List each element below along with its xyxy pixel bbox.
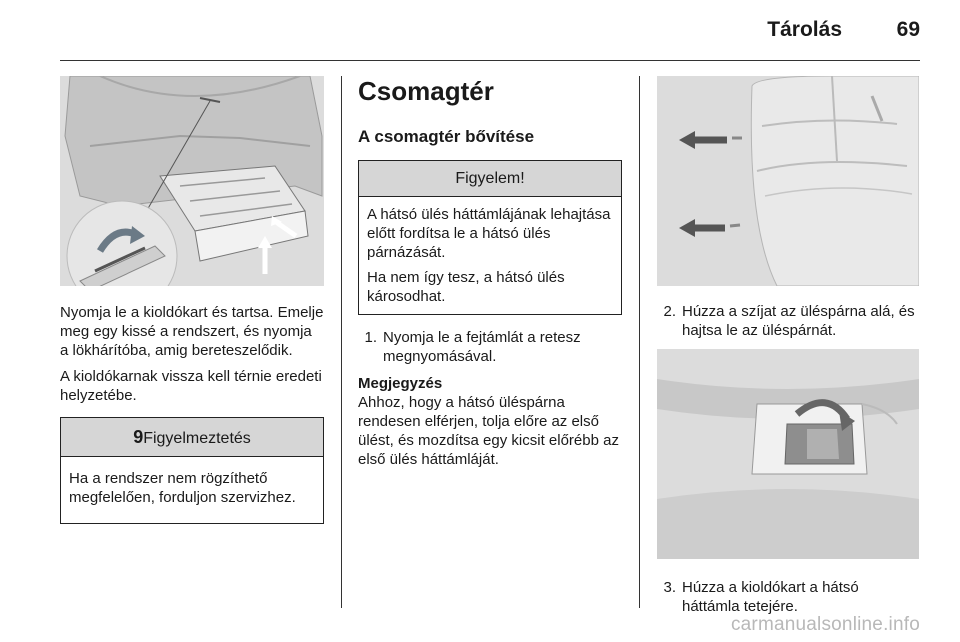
- note-title: Megjegyzés: [358, 375, 443, 392]
- page-header-title: Tárolás: [767, 18, 842, 41]
- step-1: [358, 328, 622, 366]
- step-2-text: Húzza a szíjat az üléspárna alá, és hajtsa le az üléspárnát.: [682, 303, 915, 339]
- step-2: [657, 302, 919, 340]
- step-3-text: Húzza a kioldókart a hátsó háttámla tetejére.: [682, 579, 859, 615]
- left-column: [60, 76, 324, 524]
- instruction-paragraph: Nyomja le a kioldókart és tartsa. Emelje meg egy kissé a rendszert, és nyomja a lökhárítóba, amig bereteszelődik.: [60, 304, 324, 359]
- step-1-text: Nyomja le a fejtámlát a retesz megnyomásával.: [383, 329, 581, 365]
- right-column: [657, 76, 919, 616]
- warning-text: Ha a rendszer nem rögzíthető megfelelően, forduljon szervizhez.: [69, 470, 296, 506]
- section-heading: Csomagtér: [358, 76, 494, 106]
- step-1-number: 1.: [364, 329, 377, 346]
- watermark: carmanualsonline.info: [730, 614, 920, 635]
- step-3-number: 3.: [663, 579, 676, 596]
- caution-text-1: A hátsó ülés háttámlájának lehajtása előtt fordítsa le a hátsó ülés párnázását.: [367, 206, 611, 261]
- warning-icon: 9: [133, 427, 144, 447]
- rear-seat-illustration: [657, 76, 919, 286]
- seat-cushion-illustration: [657, 349, 919, 559]
- warning-box: [60, 417, 324, 524]
- middle-column: [358, 76, 622, 469]
- page-number: 69: [896, 18, 920, 41]
- note-text: Ahhoz, hogy a hátsó üléspárna rendesen elférjen, tolja előre az első ülést, és mozdítsa egy kicsit előrébb az első ülés háttámláját.: [358, 394, 619, 468]
- caution-text-2: Ha nem így tesz, a hátsó ülés károsodhat.: [367, 269, 565, 305]
- step-2-number: 2.: [663, 303, 676, 320]
- column-divider-left: [341, 76, 342, 608]
- column-divider-right: [639, 76, 640, 608]
- caution-box: [358, 160, 622, 315]
- warning-box-header: [61, 418, 323, 457]
- instruction-paragraph-2: A kioldókarnak vissza kell térnie eredeti helyzetébe.: [60, 368, 322, 404]
- step-3: [657, 578, 919, 616]
- bike-carrier-illustration: [60, 76, 324, 286]
- header-rule: [60, 60, 920, 61]
- section-subheading: A csomagtér bővítése: [358, 127, 535, 146]
- warning-title: Figyelmeztetés: [143, 430, 251, 447]
- caution-title: Figyelem!: [359, 161, 621, 197]
